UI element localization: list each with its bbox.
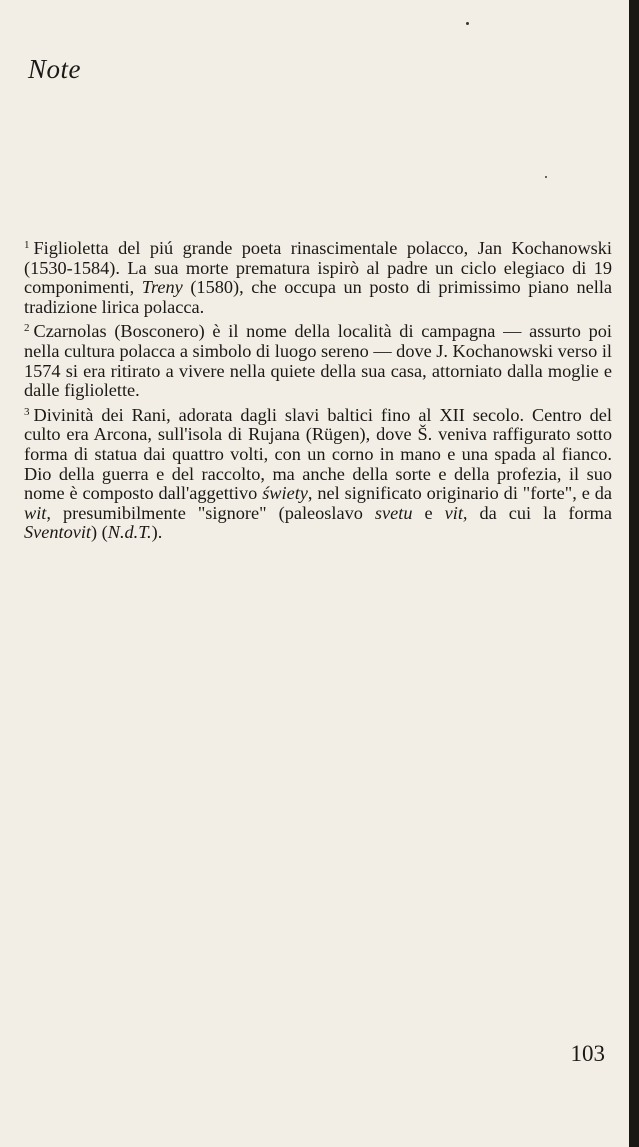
paper-speck [466,22,469,25]
footnote-1 [24,236,612,317]
page-heading: Note [28,54,81,84]
footnote-text: Figlioletta del piú grande poeta rinascimentale polacco, Jan Kochanowski (1530-1584). La sua morte prematura ispirò al padre un ciclo elegiaco di 19 componimenti, Treny (1580), che occupa un posto di primissimo piano nella tradizione lirica polacca. [24,238,613,317]
footnote-text: Divinità dei Rani, adorata dagli slavi baltici fino al XII secolo. Centro del culto era Arcona, sull'isola di Rujana (Rügen), dove Š. veniva raffigurato sotto forma di statua dai quattro volti, con un corno in mano e una spada al fianco. Dio della guerra e del raccolto, ma anche della sorte e della profezia, il suo nome è composto dall'aggettivo świety, nel significato originario di "forte", e da wit, presumibilmente "signore" (paleoslavo svetu e vit, da cui la forma Sventovit) (N.d.T.). [24,404,613,543]
footnote-number: 1 [24,239,30,251]
page-edge [629,0,639,1147]
footnote-number: 2 [24,322,30,335]
footnote-3 [24,403,612,543]
footnote-2 [24,319,612,400]
footnote-number: 3 [24,405,30,418]
footnote-text: Czarnolas (Bosconero) è il nome della località di campagna — assurto poi nella cultura polacca a simbolo di luogo sereno — dove J. Kochanowski verso il 1574 si era ritirato a vivere nella quiete della sua casa, attorniato dalla moglie e dalle figliolette. [24,321,612,401]
paper-speck [545,176,547,178]
footnotes [24,236,612,545]
page-number: 103 [570,1041,605,1066]
